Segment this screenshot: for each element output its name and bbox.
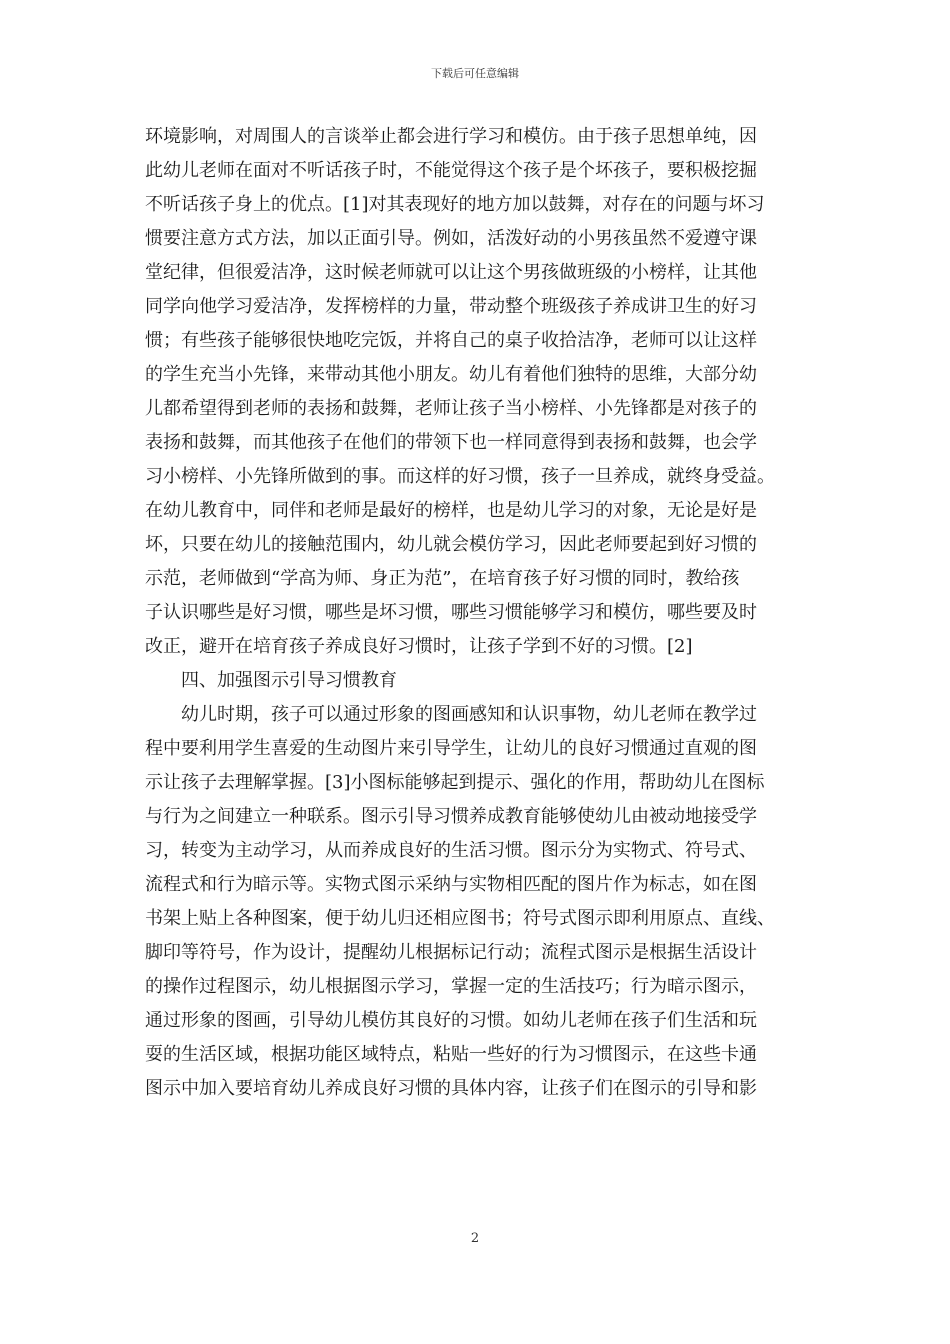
- text-line: 儿都希望得到老师的表扬和鼓舞，老师让孩子当小榜样、小先锋都是对孩子的: [145, 398, 757, 419]
- text-line: 示让孩子去理解掌握。[3]小图标能够起到提示、强化的作用，帮助幼儿在图标: [145, 772, 765, 793]
- text-line: 的操作过程图示，幼儿根据图示学习，掌握一定的生活技巧；行为暗示图示，: [145, 976, 757, 997]
- text-line: 不听话孩子身上的优点。[1]对其表现好的地方加以鼓舞，对存在的问题与坏习: [145, 194, 765, 215]
- text-line: 示范，老师做到“学高为师、身正为范”，在培育孩子好习惯的同时，教给孩: [145, 568, 740, 589]
- text-line: 表扬和鼓舞，而其他孩子在他们的带领下也一样同意得到表扬和鼓舞，也会学: [145, 432, 757, 453]
- text-line: 坏，只要在幼儿的接触范围内，幼儿就会模仿学习，因此老师要起到好习惯的: [145, 534, 757, 555]
- text-line: 在幼儿教育中，同伴和老师是最好的榜样，也是幼儿学习的对象，无论是好是: [145, 500, 757, 521]
- text-line: 习小榜样、小先锋所做到的事。而这样的好习惯，孩子一旦养成，就终身受益。: [145, 466, 775, 487]
- text-line: 子认识哪些是好习惯，哪些是坏习惯，哪些习惯能够学习和模仿，哪些要及时: [145, 602, 757, 623]
- text-line: 习，转变为主动学习，从而养成良好的生活习惯。图示分为实物式、符号式、: [145, 840, 757, 861]
- text-line: 耍的生活区域，根据功能区域特点，粘贴一些好的行为习惯图示，在这些卡通: [145, 1044, 757, 1065]
- text-line: 脚印等符号，作为设计，提醒幼儿根据标记行动；流程式图示是根据生活设计: [145, 942, 757, 963]
- page-header: 下载后可任意编辑: [431, 67, 519, 80]
- page-number: 2: [470, 1231, 480, 1246]
- text-line-first: 幼儿时期，孩子可以通过形象的图画感知和认识事物，幼儿老师在教学过: [181, 704, 757, 725]
- text-line: 惯；有些孩子能够很快地吃完饭，并将自己的桌子收拾洁净，老师可以让这样: [145, 330, 757, 351]
- paragraph-illustration-guidance: [145, 698, 811, 1106]
- text-line: 环境影响，对周围人的言谈举止都会进行学习和模仿。由于孩子思想单纯，因: [145, 126, 757, 147]
- text-line: 此幼儿老师在面对不听话孩子时，不能觉得这个孩子是个坏孩子，要积极挖掘: [145, 160, 757, 181]
- text-line: 改正，避开在培育孩子养成良好习惯时，让孩子学到不好的习惯。[2]: [145, 636, 693, 657]
- text-line: 通过形象的图画，引导幼儿模仿其良好的习惯。如幼儿老师在孩子们生活和玩: [145, 1010, 757, 1031]
- text-line: 书架上贴上各种图案，便于幼儿归还相应图书；符号式图示即利用原点、直线、: [145, 908, 775, 929]
- text-line: 同学向他学习爱洁净，发挥榜样的力量，带动整个班级孩子养成讲卫生的好习: [145, 296, 757, 317]
- text-line: 与行为之间建立一种联系。图示引导习惯养成教育能够使幼儿由被动地接受学: [145, 806, 757, 827]
- text-line: 流程式和行为暗示等。实物式图示采纳与实物相匹配的图片作为标志，如在图: [145, 874, 757, 895]
- document-body: [145, 120, 811, 1106]
- text-line: 的学生充当小先锋，来带动其他小朋友。幼儿有着他们独特的思维，大部分幼: [145, 364, 757, 385]
- paragraph-habits-role-models: [145, 120, 811, 664]
- section-heading: 四、加强图示引导习惯教育: [181, 670, 397, 691]
- text-line: 堂纪律，但很爱洁净，这时候老师就可以让这个男孩做班级的小榜样，让其他: [145, 262, 757, 283]
- text-line: 图示中加入要培育幼儿养成良好习惯的具体内容，让孩子们在图示的引导和影: [145, 1078, 757, 1099]
- text-line: 惯要注意方式方法，加以正面引导。例如，活泼好动的小男孩虽然不爱遵守课: [145, 228, 757, 249]
- text-line: 程中要利用学生喜爱的生动图片来引导学生，让幼儿的良好习惯通过直观的图: [145, 738, 757, 759]
